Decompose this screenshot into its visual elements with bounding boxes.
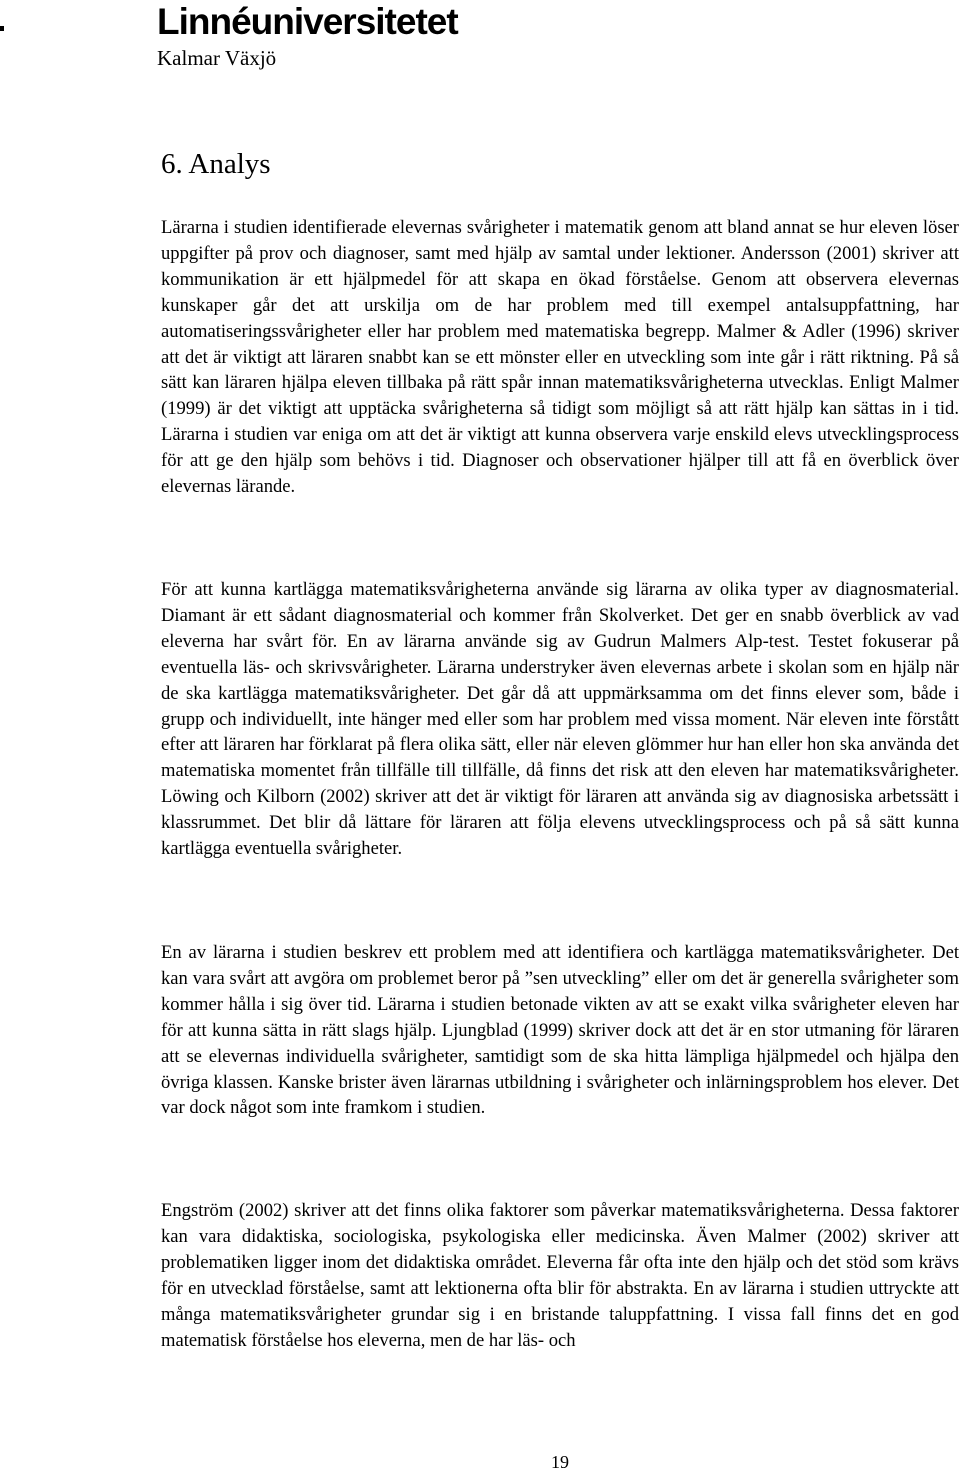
paragraph-4: Engström (2002) skriver att det finns olika faktorer som påverkar matematiksvårigheterna. Dessa faktorer kan vara didaktiska, sociologiska, psykologiska eller medicinska. Även Malmer (2002) skriver att problematiken ligger inom det didaktiska området. Eleverna får ofta inte den hjälp och det stöd som krävs för en utvecklad förståelse, samt att lektionerna ofta blir för abstrakta. En av lärarna i studien uttryckte att många matematiksvårigheter grundar sig i en bristande taluppfattning. I vissa fall finns det en god matematisk förståelse hos eleverna, men de har läs- och (161, 1200, 959, 1351)
page-number: 19 (551, 1452, 569, 1472)
paragraph-2: För att kunna kartlägga matematiksvårigheterna använde sig lärarna av olika typer av diagnosmaterial. Diamant är ett sådant diagnosmaterial och kommer från Skolverket. Det ger en snabb överblick av vad eleverna har svårt för. En av lärarna använde sig av Gudrun Malmers Alp-test. Testet fokuserar på eventuella läs- och skrivsvårigheter. Lärarna understryker även elevernas arbete i skolan som en hjälp när de ska kartlägga matematiksvårigheter. Det går då att uppmärksamma om det finns elever som, både i grupp och individuellt, inte hänger med eller som har problem med vissa moment. När eleven inte förstått efter att läraren har förklarat på flera olika sätt, eller när eleven glömmer hur han eller hon ska använda det matematiska momentet från tillfälle till tillfälle, då finns det risk att den eleven har matematiksvårigheter. Löwing och Kilborn (2002) skriver att det är viktigt för läraren att använda sig av diagnosiska arbetssätt i klassrummet. Det blir då lättare för läraren att följa elevens utvecklingsprocess och på så sätt kunna kartlägga eventuella svårigheter. (161, 579, 959, 860)
logo-mark-fragment (0, 26, 4, 31)
paragraph-3: En av lärarna i studien beskrev ett problem med att identifiera och kartlägga matematiksvårigheter. Det kan vara svårt att avgöra om problemet beror på ”sen utveckling” eller om det är generella svårigheter som kommer hålla i sig över tid. Lärarna i studien betonade vikten av att se exakt vilka svårigheter eleven har för att kunna sätta in rätt slags hjälp. Ljungblad (1999) skriver dock att det är en stor utmaning för läraren att se elevernas individuella svårigheter, samtidigt som de ska hitta lämpliga hjälpmedel och hjälpa den övriga klassen. Kanske brister även lärarnas utbildning i svårigheter och inlärningsproblem hos elever. Det var dock något som inte framkom i studien. (161, 942, 959, 1119)
university-logo-name: Linnéuniversitetet (157, 1, 458, 42)
university-logo-subtitle: Kalmar Växjö (157, 46, 277, 70)
paragraph-1: Lärarna i studien identifierade elevernas svårigheter i matematik genom att bland annat se hur eleven löser uppgifter på prov och diagnoser, samt med hjälp av samtal under lektioner. Andersson (2001) skriver att kommunikation är ett hjälpmedel för att skapa en ökad förståelse. Genom att observera elevernas kunskaper går det att urskilja om de har problem med till exempel antalsuppfattning, har automatiseringssvårigheter eller har problem med matematiska begrepp. Malmer & Adler (1996) skriver att det är viktigt att läraren snabbt kan se ett mönster eller en utveckling som inte går i rätt riktning. På så sätt kan läraren hjälpa eleven tillbaka på rätt spår innan matematiksvårigheterna utvecklas. Enligt Malmer (1999) är det viktigt att upptäcka svårigheterna så tidigt som möjligt så att rätt hjälp kan sättas in i tid. Lärarna i studien var eniga om att det är viktigt att kunna observera varje enskild elevs utvecklingsprocess för att ge den hjälp som behövs i tid. Diagnoser och observationer hjälper till att få en överblick över elevernas lärande. (161, 217, 959, 498)
section-heading: 6. Analys (161, 148, 271, 180)
